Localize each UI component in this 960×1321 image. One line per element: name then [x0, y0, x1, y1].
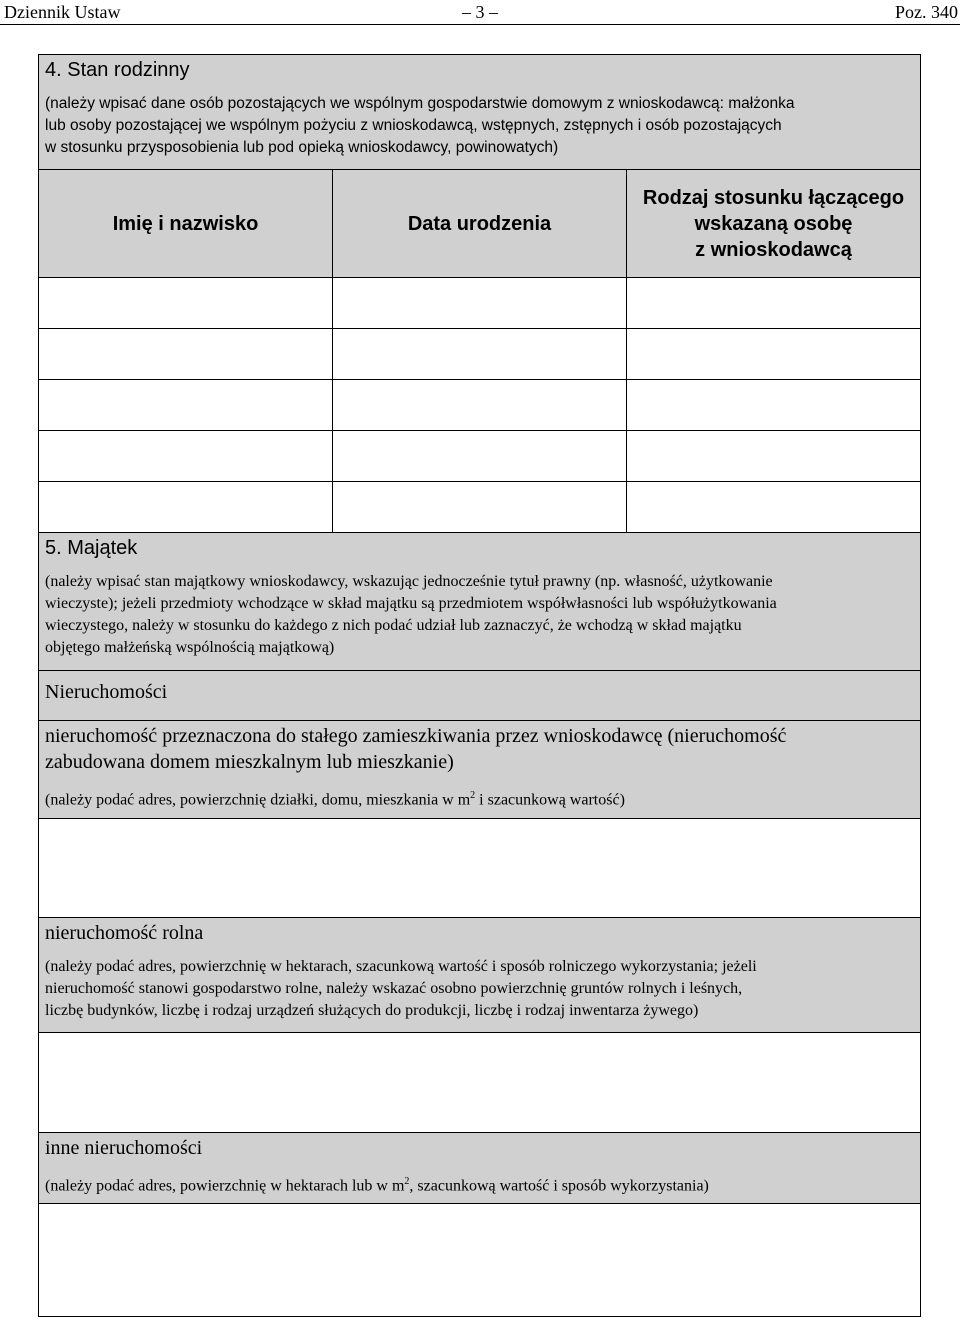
real-estate-heading-row — [38, 670, 921, 721]
agricultural-property-input[interactable] — [38, 1032, 921, 1133]
page-number: – 3 – — [462, 2, 498, 22]
position-number: Poz. 340 — [895, 2, 958, 22]
column-name: Imię i nazwisko — [112, 212, 259, 235]
column-birthdate: Data urodzenia — [407, 212, 552, 235]
real-estate-heading: Nieruchomości — [45, 681, 168, 703]
row1-name-cell[interactable] — [38, 277, 333, 329]
other-property-row — [38, 1132, 921, 1204]
section-5-title: 5. Majątek — [45, 537, 138, 559]
page-header — [0, 0, 960, 25]
other-property-input[interactable] — [38, 1203, 921, 1317]
residential-property-note: (należy podać adres, powierzchnię działki, domu, mieszkania w $m^2$ i szacunkową wartość) — [45, 790, 625, 809]
agricultural-property-label: nieruchomość rolna — [45, 922, 204, 944]
section-4-title: 4. Stan rodzinny — [45, 59, 190, 81]
other-property-note: (należy podać adres, powierzchnię w hektarach lub w $m^2$, szacunkową wartość i sposób wykorzystania) — [45, 1176, 709, 1195]
other-property-label: inne nieruchomości — [45, 1137, 203, 1159]
section-4-header — [38, 54, 921, 170]
residential-property-label: nieruchomość przeznaczona do stałego zamieszkiwania przez wnioskodawcę (nieruchomość zabudowana domem mieszkalnym lub mieszkanie) — [45, 725, 787, 773]
residential-property-input[interactable] — [38, 818, 921, 918]
row4-relationship-cell[interactable] — [626, 430, 921, 482]
row3-relationship-cell[interactable] — [626, 379, 921, 431]
section-5-description: (należy wpisać stan majątkowy wnioskodawcy, wskazując jednocześnie tytuł prawny (np. własność, użytkowanie wieczyste); jeżeli przedmioty wchodzące w skład majątku są przedmiotem współwłasności lub współużytkowania wieczystego, należy w stosunku do każdego z nich podać udział lub zaznaczyć, że wchodzą w skład majątku objętego małżeńską wspólnością majątkową) — [45, 573, 777, 656]
row1-relationship-cell[interactable] — [626, 277, 921, 329]
row5-name-cell[interactable] — [38, 481, 333, 533]
journal-name: Dziennik Ustaw — [4, 2, 121, 22]
agricultural-property-note: (należy podać adres, powierzchnię w hektarach, szacunkową wartość i sposób rolniczego wykorzystania; jeżeli nieruchomość stanowi gospodarstwo rolne, należy wskazać osobno powierzchnię gruntów rolnych i leśnych, liczbę budynków, liczbę i rodzaj urządzeń służących do produkcji, liczbę i rodzaj inwentarza żywego) — [45, 958, 757, 1019]
column-relationship: Rodzaj stosunku łączącego wskazaną osobę z wnioskodawcą — [642, 186, 905, 261]
row1-birthdate-cell[interactable] — [332, 277, 627, 329]
section-5-header — [38, 532, 921, 671]
agricultural-property-row — [38, 917, 921, 1033]
row4-name-cell[interactable] — [38, 430, 333, 482]
row5-relationship-cell[interactable] — [626, 481, 921, 533]
row2-name-cell[interactable] — [38, 328, 333, 380]
row3-birthdate-cell[interactable] — [332, 379, 627, 431]
row2-relationship-cell[interactable] — [626, 328, 921, 380]
residential-property-row — [38, 720, 921, 819]
row5-birthdate-cell[interactable] — [332, 481, 627, 533]
family-table-header — [38, 169, 921, 278]
row3-name-cell[interactable] — [38, 379, 333, 431]
row2-birthdate-cell[interactable] — [332, 328, 627, 380]
row4-birthdate-cell[interactable] — [332, 430, 627, 482]
section-4-description: (należy wpisać dane osób pozostających we wspólnym gospodarstwie domowym z wnioskodawcą: małżonka lub osoby pozostającej we wspólnym pożyciu z wnioskodawcą, wstępnych, zstępnych i osób pozostających w stosunku przysposobienia lub pod opieką wnioskodawcy, powinowatych) — [45, 95, 795, 156]
